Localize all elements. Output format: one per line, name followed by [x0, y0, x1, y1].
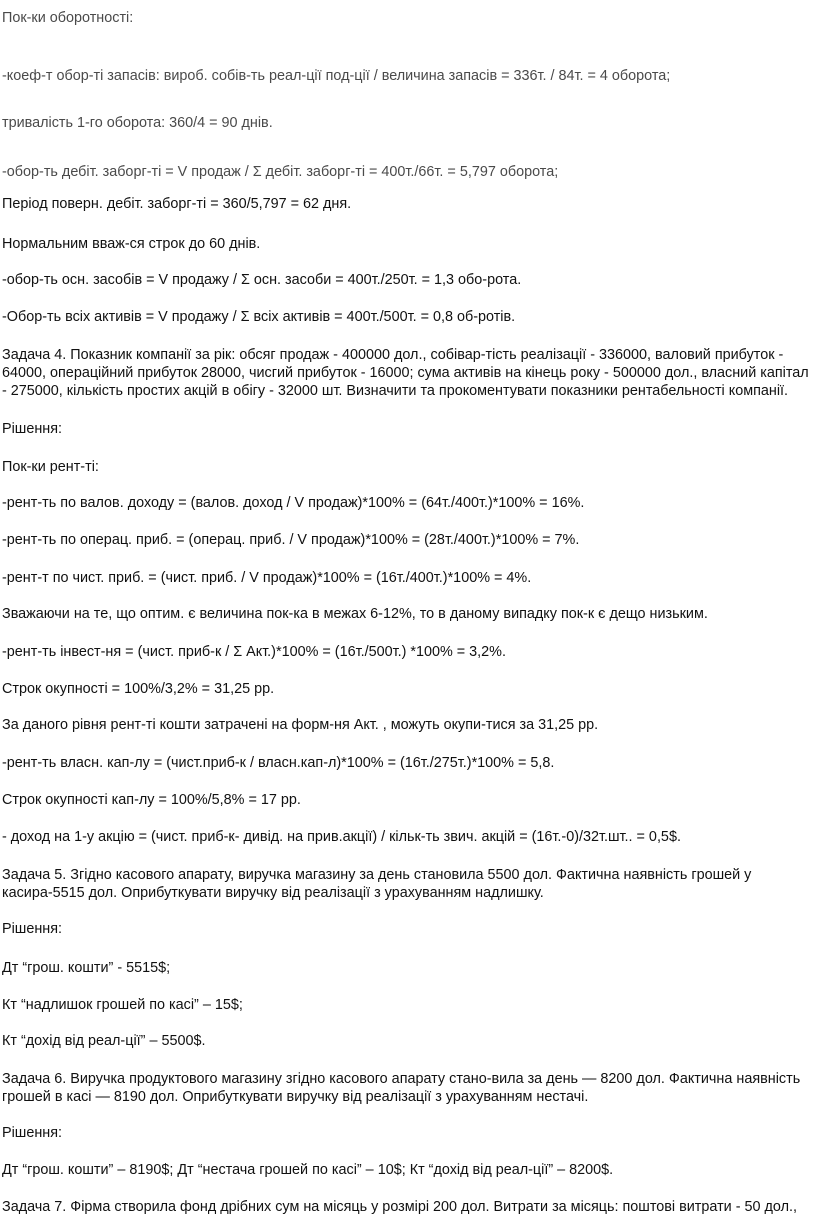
task-7-paragraph: Задача 7. Фірма створила фонд дрібних сум на місяць у розмірі 200 дол. Витрати за місяць: поштові витрати - 50 дол., [2, 1199, 797, 1215]
entry-credit-revenue: Кт “дохід від реал-ції” – 5500$. [2, 1033, 206, 1049]
solution-label-6: Рішення: [2, 1125, 63, 1141]
normal-term-line: Нормальним вваж-ся строк до 60 днів. [2, 236, 261, 252]
payback-comment-line: За даного рівня рент-ті кошти затрачені на форм-ня Акт. , можуть окупи-тися за 31,25 рр. [2, 717, 599, 733]
receivables-period-line: Період поверн. дебіт. заборг-ті = 360/5,797 = 62 дня. [2, 196, 352, 212]
inventory-turnover-line: -коеф-т обор-ті запасів: вироб. собів-ть реал-ції под-ції / величина запасів = 336т. / 84т. = 4 оборота; [2, 68, 671, 84]
solution-label-5: Рішення: [2, 921, 63, 937]
profitability-heading: Пок-ки рент-ті: [2, 459, 99, 475]
fixed-assets-turnover-line: -обор-ть осн. засобів = V продажу / Σ осн. засоби = 400т./250т. = 1,3 обо-рота. [2, 272, 522, 288]
equity-payback-line: Строк окупності кап-лу = 100%/5,8% = 17 рр. [2, 792, 301, 808]
receivables-turnover-line: -обор-ть дебіт. заборг-ті = V продаж / Σ дебіт. заборг-ті = 400т./66т. = 5,797 оборота; [2, 164, 559, 180]
entry-debit-cash: Дт “грош. кошти” - 5515$; [2, 960, 171, 976]
turnover-heading: Пок-ки оборотності: [2, 10, 134, 26]
entry-credit-surplus: Кт “надлишок грошей по касі” – 15$; [2, 997, 243, 1013]
total-assets-turnover-line: -Обор-ть всіх активів = V продажу / Σ всіх активів = 400т./500т. = 0,8 об-ротів. [2, 309, 516, 325]
operating-margin-line: -рент-ть по операц. приб. = (операц. приб. / V продаж)*100% = (28т./400т.)*100% = 7%. [2, 532, 580, 548]
turnover-duration-line: тривалість 1-го оборота: 360/4 = 90 днів. [2, 115, 273, 131]
task-6-entries-line: Дт “грош. кошти” – 8190$; Дт “нестача грошей по касі” – 10$; Кт “дохід від реал-ції” – 8200$. [2, 1162, 614, 1178]
roe-line: -рент-ть власн. кап-лу = (чист.приб-к / власн.кап-л)*100% = (16т./275т.)*100% = 5,8. [2, 755, 555, 771]
eps-line: - доход на 1-у акцію = (чист. приб-к- дивід. на прив.акції) / кільк-ть звич. акцій = (16т.-0)/32т.шт.. = 0,5$. [2, 829, 681, 845]
task-5-paragraph: Задача 5. Згідно касового апарату, виручка магазину за день становила 5500 дол. Фактична наявність грошей у касира-5515 дол. Оприбуткувати виручку від реалізації з урахуванням надлишку. [2, 867, 752, 901]
gross-margin-line: -рент-ть по валов. доходу = (валов. доход / V продаж)*100% = (64т./400т.)*100% = 16%. [2, 495, 585, 511]
net-margin-line: -рент-т по чист. приб. = (чист. приб. / V продаж)*100% = (16т./400т.)*100% = 4%. [2, 570, 532, 586]
solution-label: Рішення: [2, 421, 63, 437]
payback-line: Строк окупності = 100%/3,2% = 31,25 рр. [2, 681, 275, 697]
task-6-paragraph: Задача 6. Виручка продуктового магазину згідно касового апарату стано-вила за день — 8200 дол. Фактична наявність грошей в касі — 8190 дол. Оприбуткувати виручку від реалізації з урахуванням нестачі. [2, 1071, 801, 1105]
roi-line: -рент-ть інвест-ня = (чист. приб-к / Σ Акт.)*100% = (16т./500т.) *100% = 3,2%. [2, 644, 506, 660]
margin-comment-line: Зважаючи на те, що оптим. є величина пок-ка в межах 6-12%, то в даному випадку пок-к є дещо низьким. [2, 606, 708, 622]
task-4-paragraph: Задача 4. Показник компанії за рік: обсяг продаж - 400000 дол., собівар-тість реалізації - 336000, валовий прибуток - 64000, операційний прибуток 28000, чисгий прибуток - 16000; сума активів на кінець року - 500000 дол., власний капітал - 275000, кількість простих акцій в обігу - 32000 шт. Визначити та прокоментувати показники рентабельності компанії. [2, 347, 809, 399]
